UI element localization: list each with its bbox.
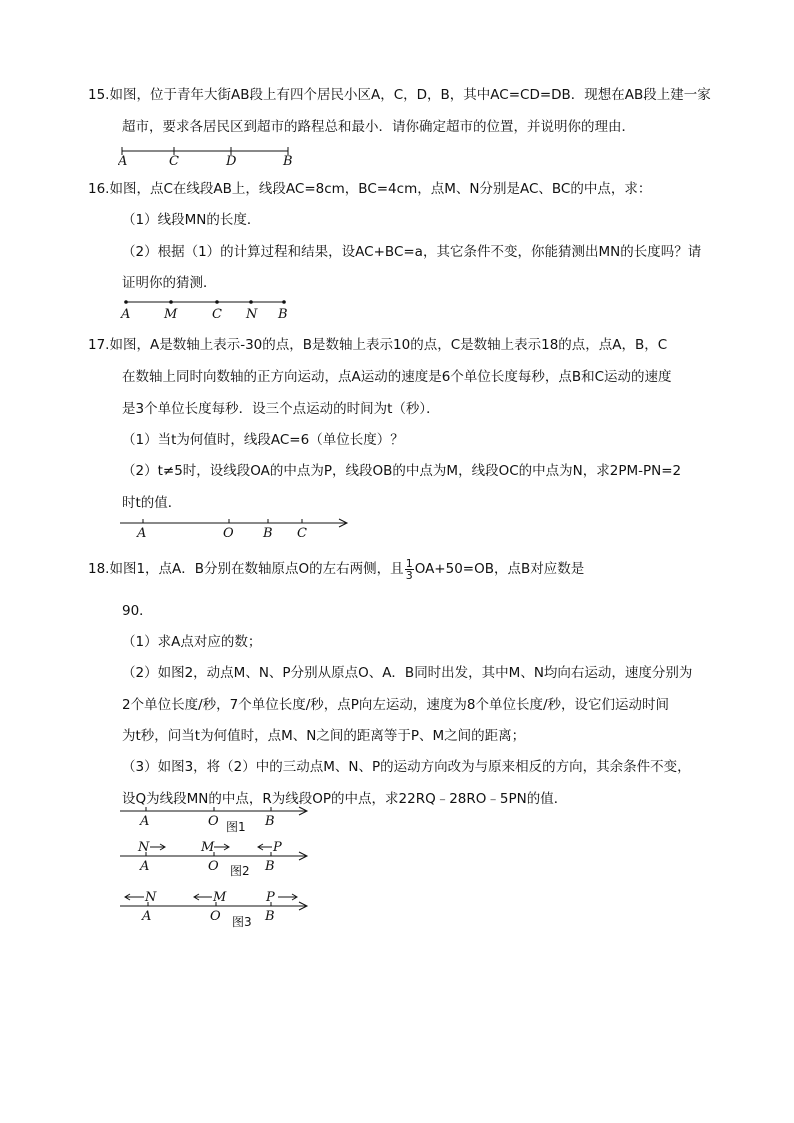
- q15-line1: 15.如图，位于青年大街AB段上有四个居民小区A，C，D，B，其中AC=CD=DB．现想在AB段上建一家: [88, 87, 711, 103]
- fig1-label-b: B: [265, 814, 275, 829]
- fraction-numerator: 1: [405, 556, 413, 570]
- q16-part2: （2）根据（1）的计算过程和结果，设AC+BC=a，其它条件不变，你能猜测出MN的长度吗？请: [122, 244, 702, 260]
- q17-label-b: B: [263, 526, 273, 541]
- fig3-label-m: M: [213, 890, 227, 905]
- fig1-label-o: O: [208, 814, 219, 829]
- fig2-label-m: M: [201, 840, 215, 855]
- fig3-label-a: A: [142, 909, 152, 924]
- q16-part1: （1）线段MN的长度．: [122, 212, 261, 228]
- q17-part1: （1）当t为何值时，线段AC=6（单位长度）？: [122, 432, 404, 448]
- q18-part3-cont: 设Q为线段MN的中点，R为线段OP的中点，求22RQ﹣28RO﹣5PN的值．: [122, 791, 568, 807]
- q17-label-o: O: [223, 526, 234, 541]
- fig1-caption: 图1: [226, 820, 246, 834]
- fraction-denominator: 3: [405, 568, 413, 582]
- q15-label-d: D: [226, 154, 237, 169]
- q16-line1: 16.如图，点C在线段AB上，线段AC=8cm，BC=4cm，点M、N分别是AC、BC的中点，求：: [88, 181, 652, 197]
- fig2-label-p: P: [273, 840, 282, 855]
- q16-part2-cont: 证明你的猜测．: [122, 275, 217, 291]
- fig3-label-p: P: [266, 890, 275, 905]
- fig2-caption: 图2: [230, 864, 250, 878]
- q16-label-m: M: [164, 307, 178, 322]
- fig1-label-a: A: [140, 814, 150, 829]
- q18-part2-cont2: 为t秒，问当t为何值时，点M、N之间的距离等于P、M之间的距离；: [122, 728, 526, 744]
- q15-label-b: B: [283, 154, 293, 169]
- q15-label-c: C: [169, 154, 179, 169]
- q15-segment-figure: [118, 143, 298, 169]
- q18-part2: （2）如图2，动点M、N、P分别从原点O、A．B同时出发，其中M、N均向右运动，速度分别为: [122, 665, 693, 681]
- q16-label-n: N: [246, 307, 258, 322]
- q17-line3: 是3个单位长度每秒．设三个点运动的时间为t（秒）．: [122, 401, 440, 417]
- q17-part2: （2）t≠5时，设线段OA的中点为P，线段OB的中点为M，线段OC的中点为N，求2PM-PN=2: [122, 463, 682, 479]
- fig2-label-a: A: [140, 859, 150, 874]
- q16-segment-figure: [118, 295, 298, 323]
- fig3-label-n: N: [145, 890, 157, 905]
- q18-part2-cont1: 2个单位长度/秒，7个单位长度/秒，点P向左运动，速度为8个单位长度/秒，设它们运动时间: [122, 697, 670, 713]
- q18-line1-end: OA+50=OB，点B对应数是: [414, 561, 585, 577]
- fig2-label-n: N: [138, 840, 150, 855]
- q18-figure-2: [118, 838, 312, 880]
- one-third-fraction: [405, 558, 414, 581]
- q18-line1: [88, 557, 584, 581]
- q15-line2: 超市，要求各居民区到超市的路程总和最小．请你确定超市的位置，并说明你的理由．: [122, 119, 635, 135]
- fig2-label-b: B: [265, 859, 275, 874]
- q15-label-a: A: [118, 154, 128, 169]
- q18-figure-1: [118, 805, 312, 837]
- q17-part2-cont: 时t的值．: [122, 495, 182, 511]
- q18-line2: 90．: [122, 603, 153, 619]
- q17-label-c: C: [297, 526, 307, 541]
- fig3-caption: 图3: [232, 915, 252, 929]
- q18-figure-3: [118, 886, 312, 930]
- q17-number-line: [118, 515, 354, 543]
- q18-part1: （1）求A点对应的数；: [122, 634, 262, 650]
- q16-label-a: A: [121, 307, 131, 322]
- q17-line2: 在数轴上同时向数轴的正方向运动，点A运动的速度是6个单位长度每秒，点B和C运动的速度: [122, 369, 672, 385]
- q16-label-c: C: [212, 307, 222, 322]
- q17-label-a: A: [137, 526, 147, 541]
- fig3-label-o: O: [210, 909, 221, 924]
- fig2-label-o: O: [208, 859, 219, 874]
- q16-label-b: B: [278, 307, 288, 322]
- q18-part3: （3）如图3，将（2）中的三动点M、N、P的运动方向改为与原来相反的方向，其余条件不变，: [122, 759, 691, 775]
- q17-line1: 17.如图，A是数轴上表示-30的点，B是数轴上表示10的点，C是数轴上表示18的点，点A，B，C: [88, 337, 668, 353]
- fig3-label-b: B: [265, 909, 275, 924]
- q18-line1-start: 18.如图1，点A．B分别在数轴原点O的左右两侧，且: [88, 561, 404, 577]
